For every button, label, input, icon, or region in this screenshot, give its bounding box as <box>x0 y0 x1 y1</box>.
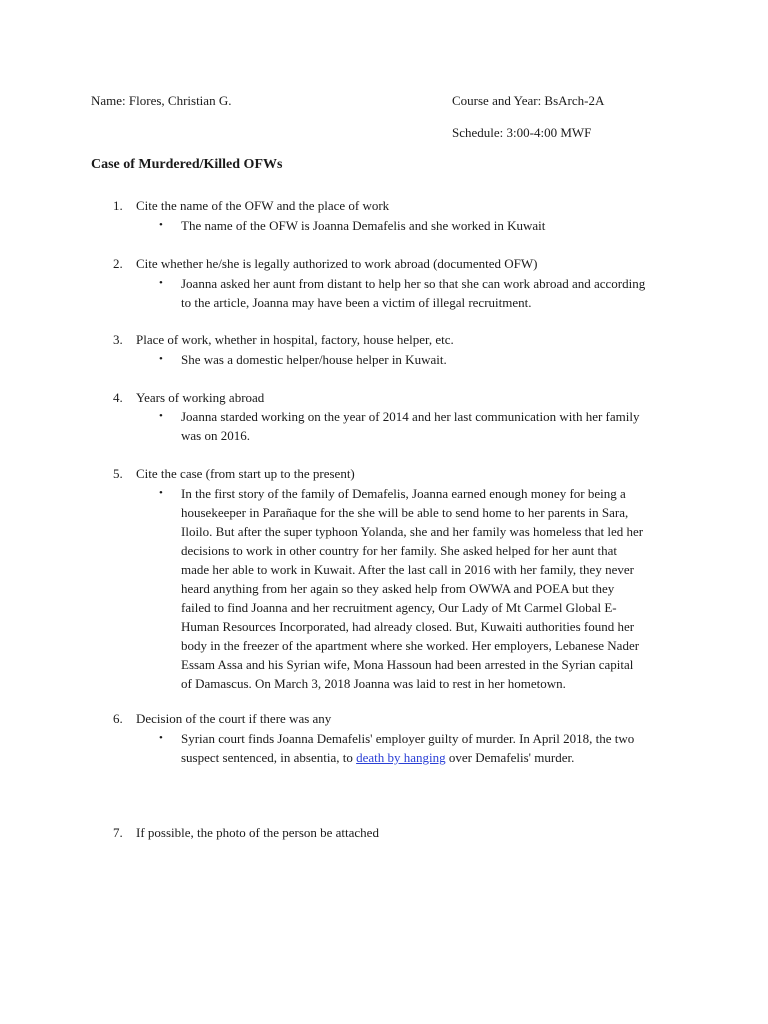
answer-line: She was a domestic helper/house helper in Kuwait. <box>181 352 447 367</box>
bullet-icon: • <box>159 219 163 231</box>
answer-line: housekeeper in Parañaque for the she will be able to send home to her parents in Sara, <box>181 505 629 520</box>
answer-line: Human Resources Incorporated, had already closed. But, Kuwaiti authorities found her <box>181 619 635 634</box>
answer-line: decisions to work in other country for her family. She asked helped for her aunt that <box>181 543 617 558</box>
bullet-icon: • <box>159 410 163 422</box>
document-title: Case of Murdered/Killed OFWs <box>91 157 283 172</box>
item-number: 5. <box>113 466 123 481</box>
bullet-icon: • <box>159 353 163 365</box>
schedule: Schedule: 3:00-4:00 MWF <box>452 125 592 140</box>
question-text: Cite the name of the OFW and the place of work <box>136 198 390 213</box>
question-text: Cite whether he/she is legally authorized to work abroad (documented OFW) <box>136 256 538 271</box>
answer-line: made her able to work in Kuwait. After the last call in 2016 with her family, they never <box>181 562 634 577</box>
answer-line: of Damascus. On March 3, 2018 Joanna was laid to rest in her hometown. <box>181 676 566 691</box>
question-text: If possible, the photo of the person be attached <box>136 825 379 840</box>
question-text: Cite the case (from start up to the present) <box>136 466 355 481</box>
item-number: 4. <box>113 390 123 405</box>
answer-line: Joanna asked her aunt from distant to help her so that she can work abroad and according <box>181 276 646 291</box>
item-number: 3. <box>113 332 123 347</box>
answer-line: failed to find Joanna and her recruitment agency, Our Lady of Mt Carmel Global E- <box>181 600 617 615</box>
course-year: Course and Year: BsArch-2A <box>452 93 605 108</box>
answer-line: In the first story of the family of Demafelis, Joanna earned enough money for being a <box>181 486 626 501</box>
student-name: Name: Flores, Christian G. <box>91 93 232 108</box>
answer-line: The name of the OFW is Joanna Demafelis and she worked in Kuwait <box>181 218 546 233</box>
item-number: 2. <box>113 256 123 271</box>
answer-line: was on 2016. <box>181 428 250 443</box>
answer-line: Syrian court finds Joanna Demafelis' employer guilty of murder. In April 2018, the two <box>181 731 635 746</box>
answer-text: over Demafelis' murder. <box>445 750 575 765</box>
bullet-icon: • <box>159 277 163 289</box>
answer-line: Essam Assa and his Syrian wife, Mona Hassoun had been arrested in the Syrian capital <box>181 657 634 672</box>
answer-line <box>181 750 574 766</box>
answer-line: Joanna starded working on the year of 2014 and her last communication with her family <box>181 409 640 424</box>
answer-line: Iloilo. But after the super typhoon Yolanda, she and her family was homeless that led her <box>181 524 644 539</box>
answer-line: heard anything from her again so they asked help from OWWA and POEA but they <box>181 581 615 596</box>
bullet-icon: • <box>159 732 163 744</box>
item-number: 7. <box>113 825 123 840</box>
question-text: Decision of the court if there was any <box>136 711 332 726</box>
question-text: Years of working abroad <box>136 390 265 405</box>
bullet-icon: • <box>159 487 163 499</box>
answer-line: to the article, Joanna may have been a victim of illegal recruitment. <box>181 295 532 310</box>
answer-text: suspect sentenced, in absentia, to <box>181 750 357 765</box>
answer-line: body in the freezer of the apartment where she worked. Her employers, Lebanese Nader <box>181 638 640 653</box>
item-number: 6. <box>113 711 123 726</box>
question-text: Place of work, whether in hospital, factory, house helper, etc. <box>136 332 454 347</box>
item-number: 1. <box>113 198 123 213</box>
death-by-hanging-link[interactable]: death by hanging <box>356 750 446 765</box>
